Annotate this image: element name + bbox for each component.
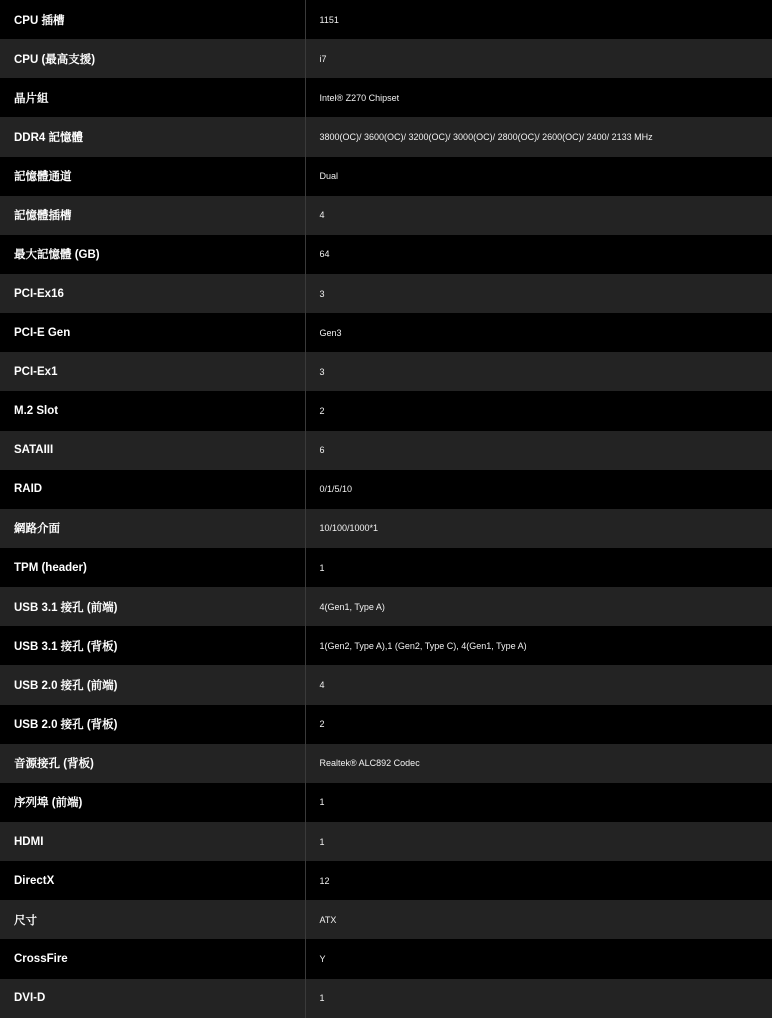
spec-value: Realtek® ALC892 Codec [319,758,420,769]
spec-row [0,274,772,313]
spec-label: PCI-Ex1 [0,352,305,391]
spec-row [0,626,772,665]
spec-row [0,157,772,196]
spec-value: Intel® Z270 Chipset [319,92,400,103]
spec-label: DVI-D [0,979,305,1018]
spec-row [0,861,772,900]
spec-label: 晶片組 [0,78,305,117]
spec-label: USB 3.1 接孔 (背板) [0,626,305,665]
spec-row [0,352,772,391]
spec-label: RAID [0,470,305,509]
spec-row [0,0,772,39]
spec-value: 1 [319,562,325,573]
spec-label: USB 3.1 接孔 (前端) [0,587,305,626]
spec-value: Gen3 [319,327,342,338]
spec-value: 1 [319,836,325,847]
spec-label: USB 2.0 接孔 (背板) [0,705,305,744]
spec-value: 12 [319,875,330,886]
spec-value: 64 [319,249,330,260]
spec-value: 4(Gen1, Type A) [319,601,385,612]
spec-value: 3800(OC)/ 3600(OC)/ 3200(OC)/ 3000(OC)/ 2800(OC)/ 2600(OC)/ 2400/ 2133 MHz [319,131,653,142]
spec-label: CPU 插槽 [0,0,305,39]
spec-value: ATX [319,914,337,925]
spec-row [0,117,772,156]
spec-value: 4 [319,679,325,690]
spec-value: 1 [319,993,325,1004]
spec-value: 3 [319,288,325,299]
spec-row [0,313,772,352]
spec-value: 2 [319,405,325,416]
spec-label: DDR4 記憶體 [0,117,305,156]
spec-row [0,705,772,744]
spec-row [0,900,772,939]
spec-label: 尺寸 [0,900,305,939]
spec-row [0,548,772,587]
spec-row [0,470,772,509]
spec-value: 1(Gen2, Type A),1 (Gen2, Type C), 4(Gen1, Type A) [319,640,527,651]
spec-value: 2 [319,719,325,730]
spec-value: 1151 [319,14,339,25]
spec-label: 最大記憶體 (GB) [0,235,305,274]
spec-value: i7 [319,53,327,64]
spec-label: 音源接孔 (背板) [0,744,305,783]
spec-label: 記憶體通道 [0,157,305,196]
spec-value: Dual [319,171,339,182]
spec-row [0,431,772,470]
spec-label: TPM (header) [0,548,305,587]
spec-value: Y [319,953,326,964]
spec-value: 4 [319,210,325,221]
spec-row [0,391,772,430]
spec-value: 1 [319,797,325,808]
spec-row [0,78,772,117]
spec-row [0,235,772,274]
spec-value: 3 [319,366,325,377]
spec-label: DirectX [0,861,305,900]
spec-value: 0/1/5/10 [319,484,353,495]
spec-row [0,979,772,1018]
spec-row [0,939,772,978]
spec-label: 記憶體插槽 [0,196,305,235]
spec-label: 序列埠 (前端) [0,783,305,822]
spec-label: CPU (最高支援) [0,39,305,78]
spec-row [0,39,772,78]
spec-label: USB 2.0 接孔 (前端) [0,665,305,704]
spec-row [0,744,772,783]
spec-label: M.2 Slot [0,391,305,430]
spec-row [0,509,772,548]
spec-label: PCI-Ex16 [0,274,305,313]
spec-label: PCI-E Gen [0,313,305,352]
spec-row [0,822,772,861]
spec-value: 10/100/1000*1 [319,523,379,534]
spec-label: CrossFire [0,939,305,978]
spec-row [0,587,772,626]
spec-label: 網路介面 [0,509,305,548]
spec-row [0,196,772,235]
spec-label: SATAIII [0,431,305,470]
spec-value: 6 [319,445,325,456]
spec-label: HDMI [0,822,305,861]
spec-row [0,665,772,704]
spec-row [0,783,772,822]
